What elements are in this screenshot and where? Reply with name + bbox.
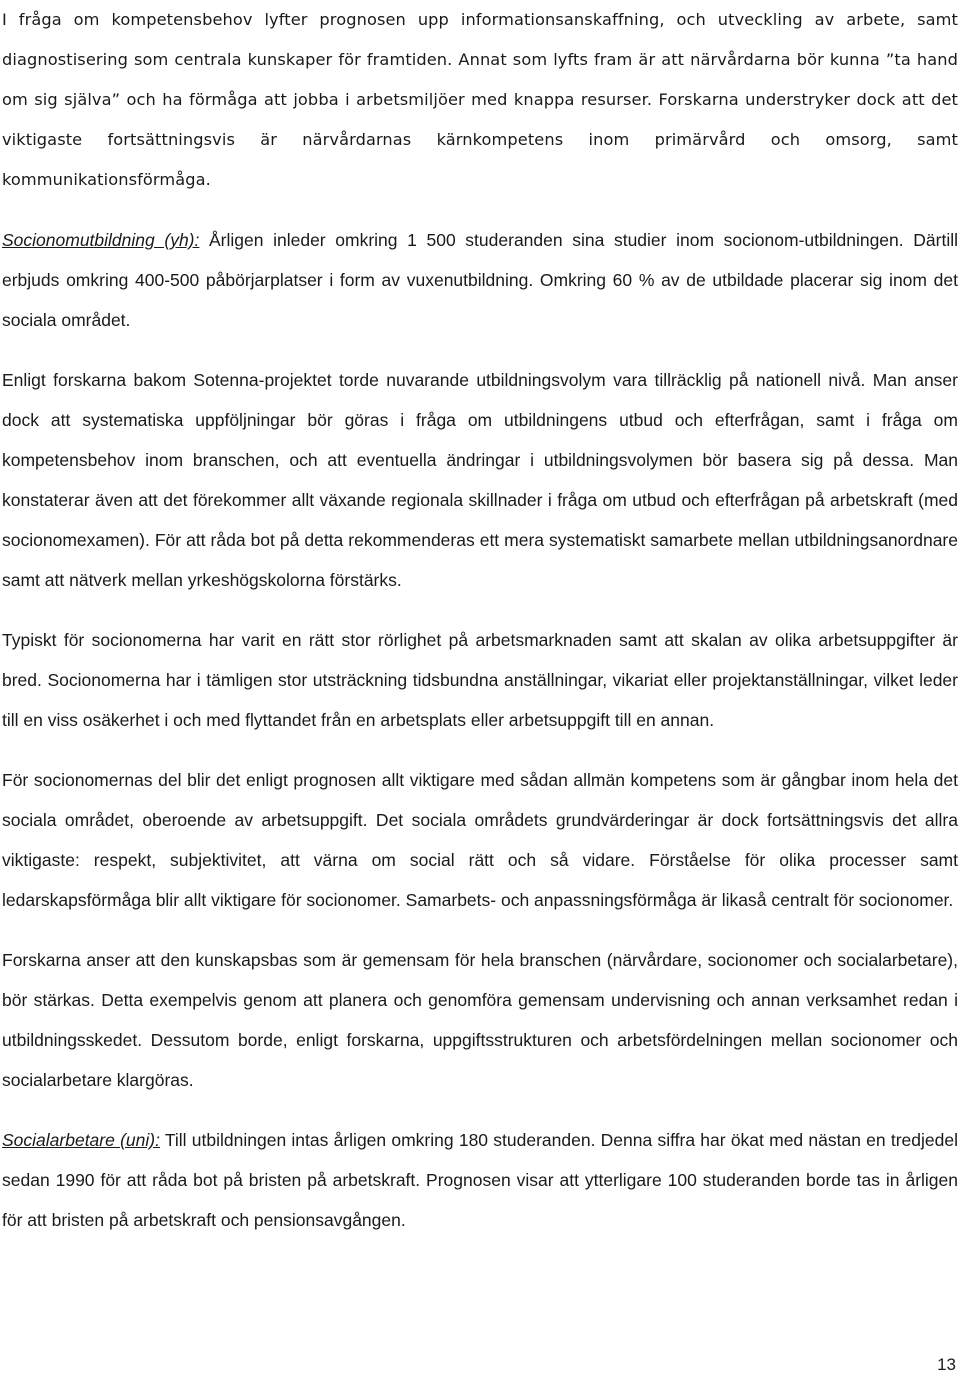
paragraph-competence-needs <box>2 0 958 200</box>
paragraph-text: Forskarna anser att den kunskapsbas som är gemensam för hela branschen (närvårdare, socionomer och socialarbetare), bör stärkas. Detta exempelvis genom att planera och genomföra gemensam undervisning och annan verksamhet redan i utbildningsskedet. Dessutom borde, enligt forskarna, uppgiftsstrukturen och arbetsfördelningen mellan socionomer och socialarbetare klargöras. <box>2 950 958 1090</box>
paragraph-socialarbetare <box>2 1120 958 1240</box>
paragraph-gap <box>2 600 958 620</box>
document-page <box>2 0 958 1240</box>
paragraph-text: Enligt forskarna bakom Sotenna-projektet torde nuvarande utbildningsvolym vara tillräcklig på nationell nivå. Man anser dock att systematiska uppföljningar bör göras i fråga om utbildningens utbud och efterfrågan, samt i fråga om kompetensbehov inom branschen, och att eventuella ändringar i utbildningsvolymen bör basera sig på dessa. Man konstaterar även att det förekommer allt växande regionala skillnader i fråga om utbud och efterfrågan på arbetskraft (med socionomexamen). För att råda bot på detta rekommenderas ett mera systematiskt samarbete mellan utbildningsanordnare samt att nätverk mellan yrkeshögskolorna förstärks. <box>2 370 958 590</box>
paragraph-gap <box>2 920 958 940</box>
paragraph-text: I fråga om kompetensbehov lyfter prognosen upp informationsanskaffning, och utveckling av arbete, samt diagnostisering som centrala kunskaper för framtiden. Annat som lyfts fram är att närvårdarna bör kunna ”ta hand om sig själva” och ha förmåga att jobba i arbetsmiljöer med knappa resurser. Forskarna understryker dock att det viktigaste fortsättningsvis är närvårdarnas kärnkompetens inom primärvård och omsorg, samt kommunikationsförmåga. <box>2 10 958 189</box>
paragraph-education-volume <box>2 360 958 600</box>
paragraph-labour-mobility <box>2 620 958 740</box>
paragraph-socionomutbildning <box>2 220 958 340</box>
paragraph-text: Till utbildningen intas årligen omkring 180 studeranden. Denna siffra har ökat med nästan en tredjedel sedan 1990 för att råda bot på bristen på arbetskraft. Prognosen visar att ytterligare 100 studeranden borde tas in årligen för att bristen på arbetskraft och pensionsavgången. <box>2 1130 958 1230</box>
paragraph-gap <box>2 340 958 360</box>
section-lead-socionomutbildning: Socionomutbildning (yh): <box>2 230 200 250</box>
paragraph-text: Årligen inleder omkring 1 500 studeranden sina studier inom socionom-utbildningen. Därtill erbjuds omkring 400-500 påbörjarplatser i form av vuxenutbildning. Omkring 60 % av de utbildade placerar sig inom det sociala området. <box>2 230 958 330</box>
paragraph-gap <box>2 200 958 220</box>
paragraph-gap <box>2 1100 958 1120</box>
paragraph-text: Typiskt för socionomerna har varit en rätt stor rörlighet på arbetsmarknaden samt att skalan av olika arbetsuppgifter är bred. Socionomerna har i tämligen stor utsträckning tidsbundna anställningar, vikariat eller projektanställningar, vilket leder till en viss osäkerhet i och med flyttandet från en arbetsplats eller arbetsuppgift till en annan. <box>2 630 958 730</box>
page-number: 13 <box>937 1355 956 1374</box>
section-lead-socialarbetare: Socialarbetare (uni): <box>2 1130 160 1150</box>
paragraph-text: För socionomernas del blir det enligt prognosen allt viktigare med sådan allmän kompetens som är gångbar inom hela det sociala området, oberoende av arbetsuppgift. Det sociala områdets grundvärderingar är dock fortsättningsvis det allra viktigaste: respekt, subjektivitet, att värna om social rätt och så vidare. Förståelse för olika processer samt ledarskapsförmåga blir allt viktigare för socionomer. Samarbets- och anpassningsförmåga är likaså centralt för socionomer. <box>2 770 958 910</box>
paragraph-general-competence <box>2 760 958 920</box>
paragraph-gap <box>2 740 958 760</box>
paragraph-knowledge-base <box>2 940 958 1100</box>
